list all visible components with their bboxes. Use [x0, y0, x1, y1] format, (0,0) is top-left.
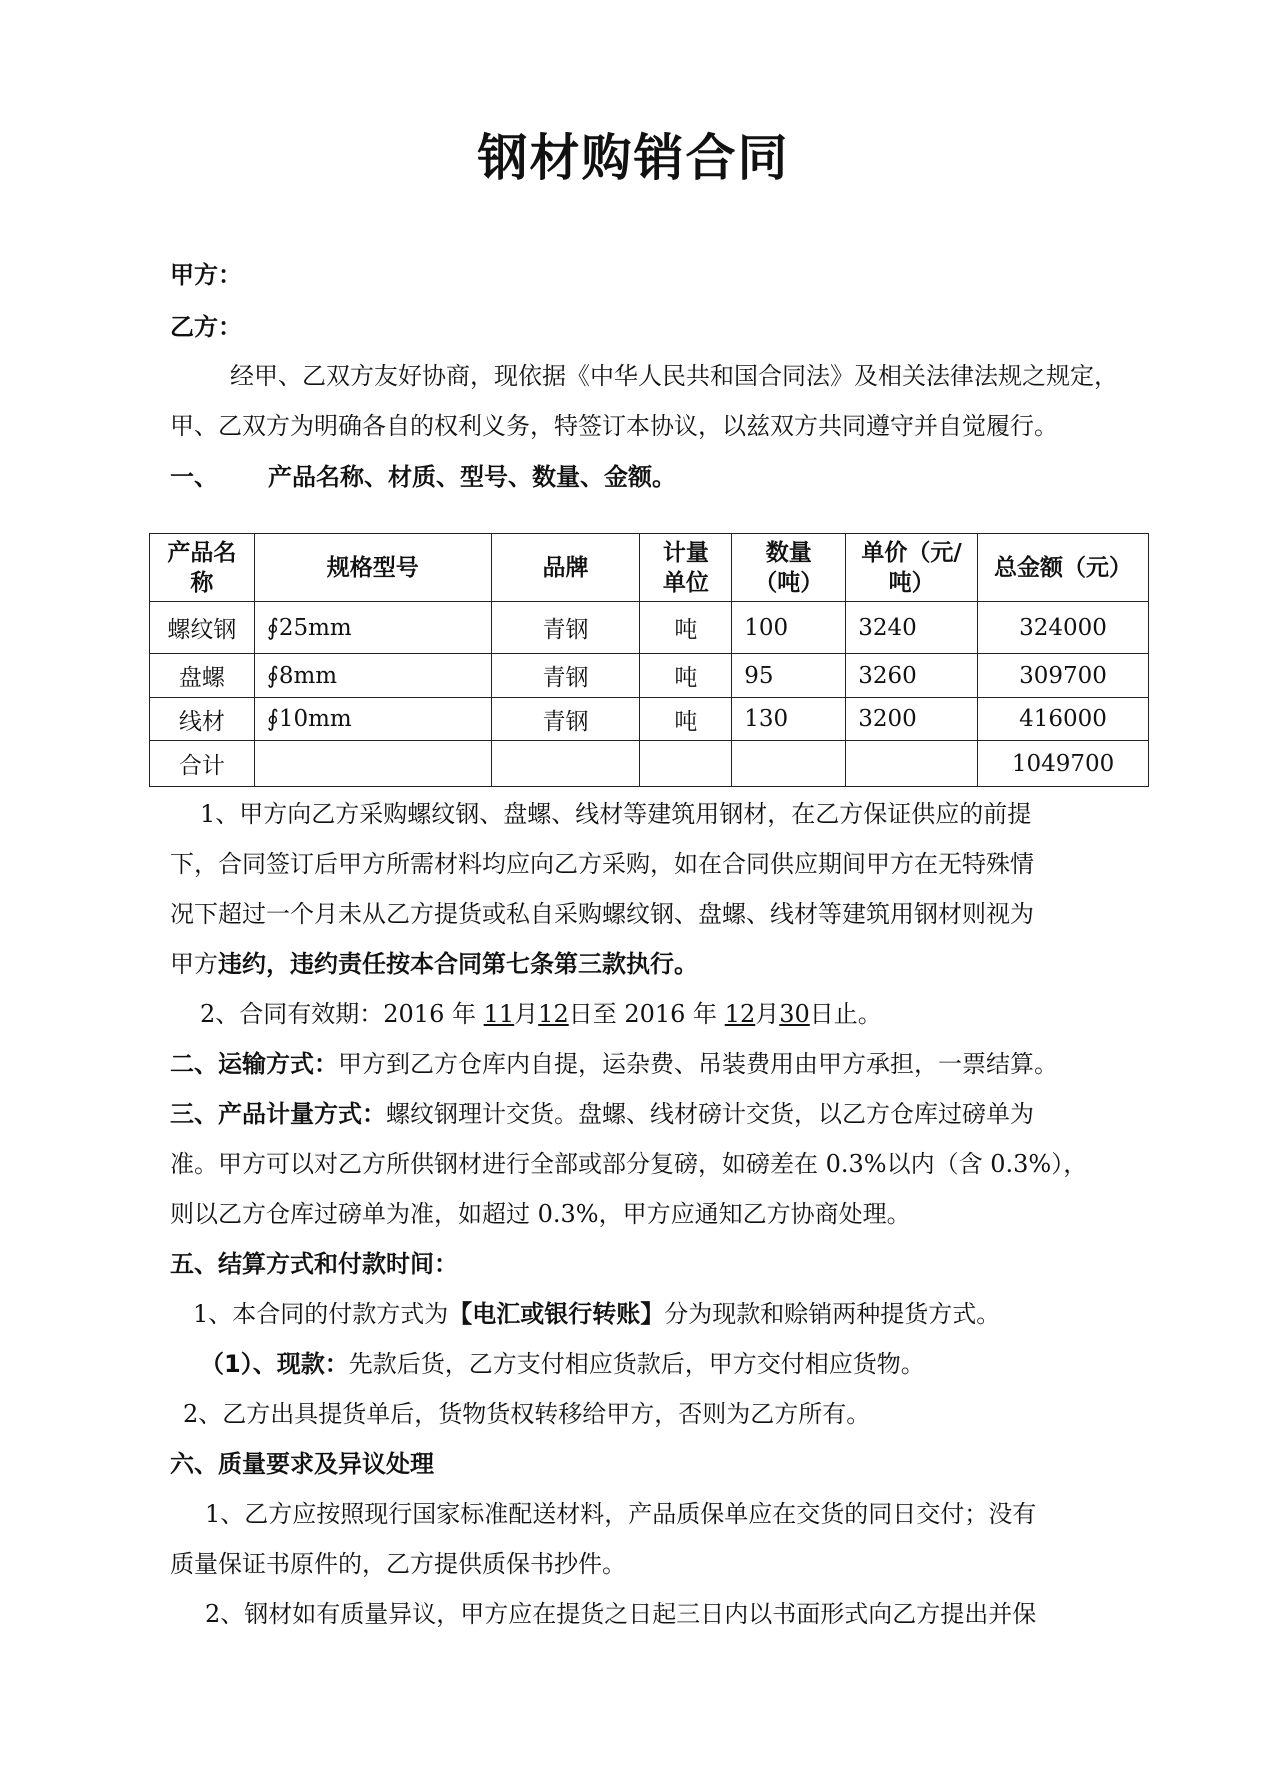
cell-product: 线材	[150, 698, 255, 741]
cell-grand-total: 1049700	[978, 741, 1149, 787]
table-row	[150, 698, 1149, 741]
section-1-number: 一、	[170, 463, 218, 491]
section-5-clause-2: 2、乙方出具提货单后，货物货权转移给甲方，否则为乙方所有。	[183, 1400, 871, 1428]
cell-total: 416000	[978, 698, 1149, 741]
document-title: 钢材购销合同	[477, 129, 790, 187]
clause-1-line-2: 下，合同签订后甲方所需材料均应向乙方采购，如在合同供应期间甲方在无特殊情	[170, 850, 1034, 878]
section-5-clause-1a: （1）、现款：先款后货，乙方支付相应货款后，甲方交付相应货物。	[200, 1350, 925, 1378]
section-6-clause-1: 1、乙方应按照现行国家标准配送材料，产品质保单应在交货的同日交付；没有	[205, 1500, 1037, 1528]
cell-quantity: 100	[732, 602, 846, 654]
cash-label: （1）、现款：	[200, 1350, 349, 1378]
section-6-heading: 六、质量要求及异议处理	[170, 1450, 434, 1478]
party-a-label: 甲方：	[170, 261, 242, 289]
cell-product: 盘螺	[150, 654, 255, 698]
product-table	[149, 533, 1149, 787]
section-6-clause-2: 2、钢材如有质量异议，甲方应在提货之日起三日内以书面形式向乙方提出并保	[205, 1600, 1037, 1628]
col-header-product-name: 产品名 称	[150, 534, 255, 602]
cell-quantity: 95	[732, 654, 846, 698]
cell-total: 309700	[978, 654, 1149, 698]
col-header-unit: 计量 单位	[640, 534, 732, 602]
clause-1-line-1: 1、甲方向乙方采购螺纹钢、盘螺、线材等建筑用钢材，在乙方保证供应的前提	[200, 800, 1032, 828]
section-3-label: 三、产品计量方式：	[170, 1100, 386, 1128]
section-6-clause-1-cont: 质量保证书原件的，乙方提供质保书抄件。	[170, 1550, 626, 1578]
cell-spec: ∮8mm	[254, 654, 491, 698]
section-3-line-2: 准。甲方可以对乙方所供钢材进行全部或部分复磅，如磅差在 0.3%以内（含 0.3%），	[170, 1150, 1088, 1178]
preamble-line-1: 经甲、乙双方友好协商，现依据《中华人民共和国合同法》及相关法律法规之规定，	[230, 362, 1118, 390]
col-header-total-amount: 总金额（元）	[978, 534, 1149, 602]
table-row	[150, 602, 1149, 654]
cell-unit: 吨	[640, 698, 732, 741]
cell-quantity: 130	[732, 698, 846, 741]
cell-empty	[640, 741, 732, 787]
cell-total-label: 合计	[150, 741, 255, 787]
section-1-heading	[170, 461, 676, 493]
cell-empty	[732, 741, 846, 787]
section-3-line-1: 三、产品计量方式：螺纹钢理计交货。盘螺、线材磅计交货，以乙方仓库过磅单为	[170, 1100, 1034, 1128]
validity-period: 2、合同有效期：2016 年 11月12日至 2016 年 12月30日止。	[200, 1000, 882, 1028]
section-2: 二、运输方式：甲方到乙方仓库内自提，运杂费、吊装费用由甲方承担，一票结算。	[170, 1050, 1058, 1078]
col-header-unit-price: 单价（元/ 吨）	[846, 534, 978, 602]
cell-unit: 吨	[640, 654, 732, 698]
cell-brand: 青钢	[491, 602, 640, 654]
cell-total: 324000	[978, 602, 1149, 654]
cell-spec: ∮25mm	[254, 602, 491, 654]
clause-1-line-4: 甲方违约，违约责任按本合同第七条第三款执行。	[170, 950, 698, 978]
cell-brand: 青钢	[491, 698, 640, 741]
section-3-line-3: 则以乙方仓库过磅单为准，如超过 0.3%，甲方应通知乙方协商处理。	[170, 1200, 911, 1228]
section-5-clause-1: 1、本合同的付款方式为【电汇或银行转账】分为现款和赊销两种提货方式。	[193, 1300, 1001, 1328]
cell-empty	[254, 741, 491, 787]
start-day: 12	[538, 1000, 569, 1028]
table-total-row	[150, 741, 1149, 787]
section-5-heading: 五、结算方式和付款时间：	[170, 1250, 458, 1278]
cell-brand: 青钢	[491, 654, 640, 698]
cell-empty	[491, 741, 640, 787]
party-b-label: 乙方：	[170, 313, 242, 341]
start-month: 11	[483, 1000, 515, 1028]
col-header-quantity: 数量 （吨）	[732, 534, 846, 602]
col-header-brand: 品牌	[491, 534, 640, 602]
end-day: 30	[779, 1000, 810, 1028]
section-1-title: 产品名称、材质、型号、数量、金额。	[268, 463, 676, 491]
payment-method: 【电汇或银行转账】	[448, 1300, 665, 1328]
cell-unit: 吨	[640, 602, 732, 654]
preamble-line-2: 甲、乙双方为明确各自的权利义务，特签订本协议，以兹双方共同遵守并自觉履行。	[170, 412, 1058, 440]
breach-clause: 违约，违约责任按本合同第七条第三款执行。	[218, 950, 698, 978]
col-header-spec: 规格型号	[254, 534, 491, 602]
clause-1-line-3: 况下超过一个月未从乙方提货或私自采购螺纹钢、盘螺、线材等建筑用钢材则视为	[170, 900, 1034, 928]
cell-unit-price: 3240	[846, 602, 978, 654]
end-month: 12	[724, 1000, 756, 1028]
cell-empty	[846, 741, 978, 787]
cell-spec: ∮10mm	[254, 698, 491, 741]
cell-unit-price: 3200	[846, 698, 978, 741]
cell-unit-price: 3260	[846, 654, 978, 698]
table-row	[150, 654, 1149, 698]
cell-product: 螺纹钢	[150, 602, 255, 654]
table-header-row	[150, 534, 1149, 602]
section-2-label: 二、运输方式：	[170, 1050, 338, 1078]
